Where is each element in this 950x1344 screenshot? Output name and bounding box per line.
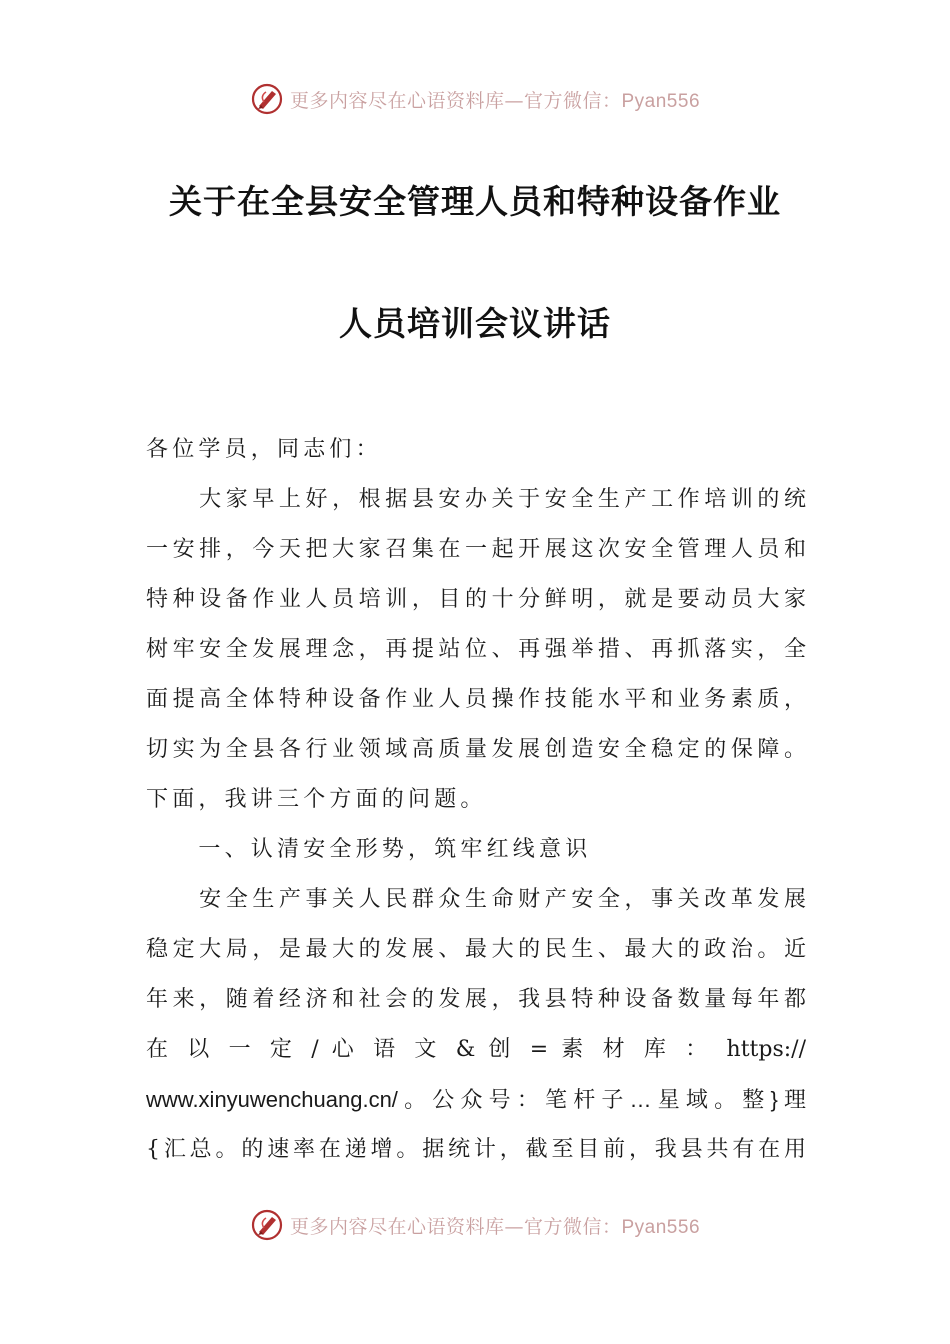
body-line: {汇总。的速率在递增。据统计，截至目前，我县共有在用 [146,1137,806,1162]
body-line: 切实为全县各行业领域高质量发展创造安全稳定的保障。 [146,737,806,762]
body-line: 稳定大局，是最大的发展、最大的民生、最大的政治。近 [146,937,806,962]
body-line: 安全生产事关人民群众生命财产安全，事关改革发展 [146,887,806,912]
watermark-text: 更多内容尽在心语资料库—官方微信：Pyan556 [289,1215,701,1238]
body-line: 特种设备作业人员培训，目的十分鲜明，就是要动员大家 [146,587,806,612]
body-line: 下面，我讲三个方面的问题。 [146,787,487,812]
body-line: 年来，随着经济和社会的发展，我县特种设备数量每年都 [146,987,806,1012]
document-title-line-1: 关于在全县安全管理人员和特种设备作业 [169,182,781,221]
body-line: 大家早上好，根据县安办关于安全生产工作培训的统 [146,487,806,512]
footer-watermark [0,1208,950,1242]
document-title-line-2: 人员培训会议讲话 [339,304,611,343]
body-line-url: www.xinyuwenchuang.cn/。公众号：笔杆子…星域。整}理 [146,1087,806,1112]
watermark-text: 更多内容尽在心语资料库—官方微信：Pyan556 [289,89,701,112]
pen-logo-icon [250,82,284,116]
body-line: 树牢安全发展理念，再提站位、再强举措、再抓落实，全 [146,637,806,662]
greeting-line: 各位学员，同志们： [146,437,382,462]
body-line: 在 以 一 定 / 心 语 文 & 创 = 素 材 库 ： https:// [146,1037,806,1062]
body-line: 一安排，今天把大家召集在一起开展这次安全管理人员和 [146,537,806,562]
body-line: 面提高全体特种设备作业人员操作技能水平和业务素质， [146,687,806,712]
pen-logo-icon [250,1208,284,1242]
header-watermark [0,82,950,116]
section-heading: 一、认清安全形势，筑牢红线意识 [146,837,592,862]
